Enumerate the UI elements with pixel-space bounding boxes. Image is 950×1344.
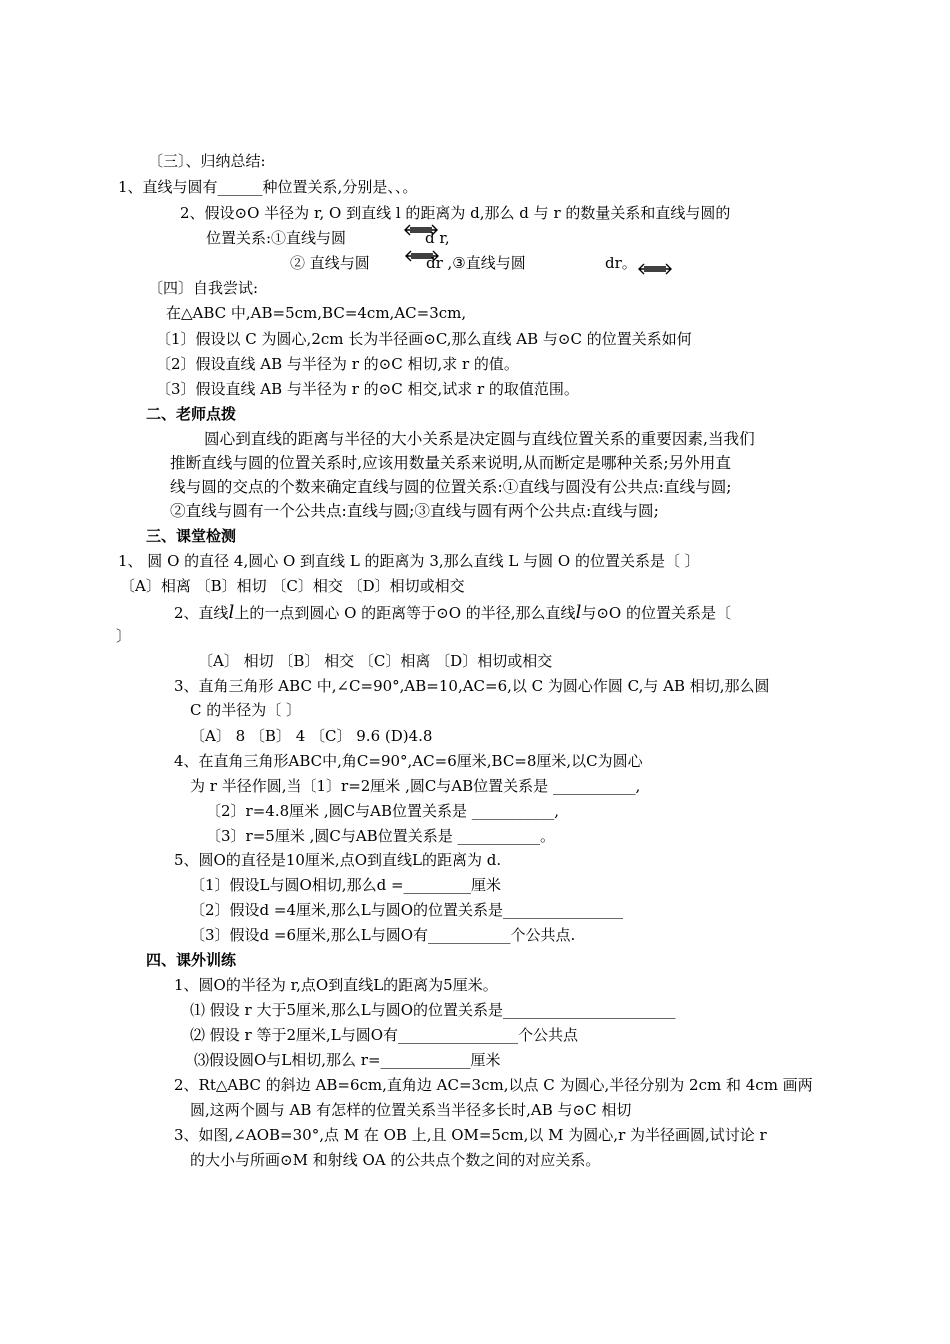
summary-item-2-line-1: 2、假设⊙O 半径为 r, O 到直线 l 的距离为 d,那么 d 与 r 的数量关系和直线与圆的: [180, 204, 731, 222]
section-4-title: 〔四〕自我尝试:: [148, 279, 259, 297]
test-q5-2: 〔2〕假设d =4厘米,那么L与圆O的位置关系是________________: [190, 901, 624, 919]
practice-q1: 1、圆O的半径为 r,点O到直线L的距离为5厘米。: [174, 976, 498, 994]
section-3-title: 〔三〕、归纳总结:: [148, 152, 266, 170]
test-q3-line-1: 3、直角三角形 ABC 中,∠C=90°,AB=10,AC=6,以 C 为圆心作圆 C,与 AB 相切,那么圆: [174, 677, 770, 695]
test-q1-options: 〔A〕相离 〔B〕相切 〔C〕相交 〔D〕相切或相交: [120, 577, 465, 595]
tips-para-line-1: 圆心到直线的距离与半径的大小关系是决定圆与直线位置关系的重要因素,当我们: [204, 430, 755, 448]
test-q5-3: 〔3〕假设d =6厘米,那么L与圆O有___________个公共点.: [190, 926, 576, 944]
line-l-symbol: l: [228, 602, 235, 623]
practice-q3-line-2: 的大小与所画⊙M 和射线 OA 的公共点个数之间的对应关系。: [190, 1151, 601, 1169]
practice-q2-line-2: 圆,这两个圆与 AB 有怎样的位置关系当半径多长时,AB 与⊙C 相切: [190, 1101, 632, 1119]
summary-item-2-line-2: 位置关系:①直线与圆: [206, 229, 347, 247]
practice-q1-2: ⑵ 假设 r 等于2厘米,L与圆O有________________个公共点: [190, 1026, 579, 1044]
test-q2-line-1: [174, 603, 731, 623]
test-q1: 1、 圆 O 的直径 4,圆心 O 到直线 L 的距离为 3,那么直线 L 与圆 O 的位置关系是〔 〕: [118, 552, 700, 570]
double-arrow-icon: [638, 263, 672, 275]
practice-q3-line-1: 3、如图,∠AOB=30°,点 M 在 OB 上,且 OM=5cm,以 M 为圆心,r 为半径画圆,试讨论 r: [174, 1126, 767, 1144]
heading-extra-practice: 四、课外训练: [146, 951, 237, 969]
test-q2-post: 与⊙O 的位置关系是〔: [581, 604, 731, 622]
self-try-q2: 〔2〕假设直线 AB 与半径为 r 的⊙C 相切,求 r 的值。: [156, 355, 519, 373]
test-q4-line-3: 〔2〕r=4.8厘米 ,圆C与AB位置关系是 ___________,: [206, 802, 560, 820]
summary-item-2-line-3-mid: dr ,③直线与圆: [426, 254, 526, 272]
line-l-symbol: l: [575, 602, 582, 623]
test-q5-1: 〔1〕假设L与圆O相切,那么d =_________厘米: [190, 876, 502, 894]
test-q2-pre: 2、直线: [174, 604, 229, 622]
test-q4-line-2: 为 r 半径作圆,当〔1〕r=2厘米 ,圆C与AB位置关系是 ___________,: [190, 777, 641, 795]
tips-para-line-4: ②直线与圆有一个公共点:直线与圆;③直线与圆有两个公共点:直线与圆;: [170, 502, 659, 520]
self-try-q3: 〔3〕假设直线 AB 与半径为 r 的⊙C 相交,试求 r 的取值范围。: [156, 380, 579, 398]
practice-q2-line-1: 2、Rt△ABC 的斜边 AB=6cm,直角边 AC=3cm,以点 C 为圆心,半径分别为 2cm 和 4cm 画两: [174, 1076, 813, 1094]
heading-teacher-tips: 二、老师点拨: [146, 405, 237, 423]
tips-para-line-3: 线与圆的交点的个数来确定直线与圆的位置关系:①直线与圆没有公共点:直线与圆;: [170, 478, 732, 496]
test-q2-options: 〔A〕 相切 〔B〕 相交 〔C〕相离 〔D〕相切或相交: [198, 652, 553, 670]
test-q3-line-2: C 的半径为〔 〕: [190, 701, 302, 719]
test-q3-options: 〔A〕 8 〔B〕 4 〔C〕 9.6 (D)4.8: [190, 727, 433, 745]
summary-item-2-line-3-tail: dr。: [605, 254, 637, 272]
summary-item-1: 1、直线与圆有______种位置关系,分别是、、。: [118, 178, 418, 196]
practice-q1-3: ⑶假设圆O与L相切,那么 r=____________厘米: [194, 1051, 501, 1069]
summary-item-2-line-2-tail: d r,: [425, 229, 450, 247]
self-try-intro: 在△ABC 中,AB=5cm,BC=4cm,AC=3cm,: [166, 304, 467, 322]
heading-class-test: 三、课堂检测: [146, 527, 237, 545]
tips-para-line-2: 推断直线与圆的位置关系时,应该用数量关系来说明,从而断定是哪种关系;另外用直: [170, 454, 731, 472]
test-q4-line-4: 〔3〕r=5厘米 ,圆C与AB位置关系是 ___________。: [206, 827, 555, 845]
summary-item-2-line-3: ② 直线与圆: [290, 254, 370, 272]
test-q2-mid: 上的一点到圆心 O 的距离等于⊙O 的半径,那么直线: [234, 604, 576, 622]
test-q5: 5、圆O的直径是10厘米,点O到直线L的距离为 d.: [174, 851, 502, 869]
practice-q1-1: ⑴ 假设 r 大于5厘米,那么L与圆O的位置关系是_______________________: [190, 1001, 676, 1019]
test-q4-line-1: 4、在直角三角形ABC中,角C=90°,AC=6厘米,BC=8厘米,以C为圆心: [174, 752, 643, 770]
self-try-q1: 〔1〕假设以 C 为圆心,2cm 长为半径画⊙C,那么直线 AB 与⊙C 的位置关系如何: [156, 330, 692, 348]
test-q2-line-2: 〕: [116, 627, 132, 645]
